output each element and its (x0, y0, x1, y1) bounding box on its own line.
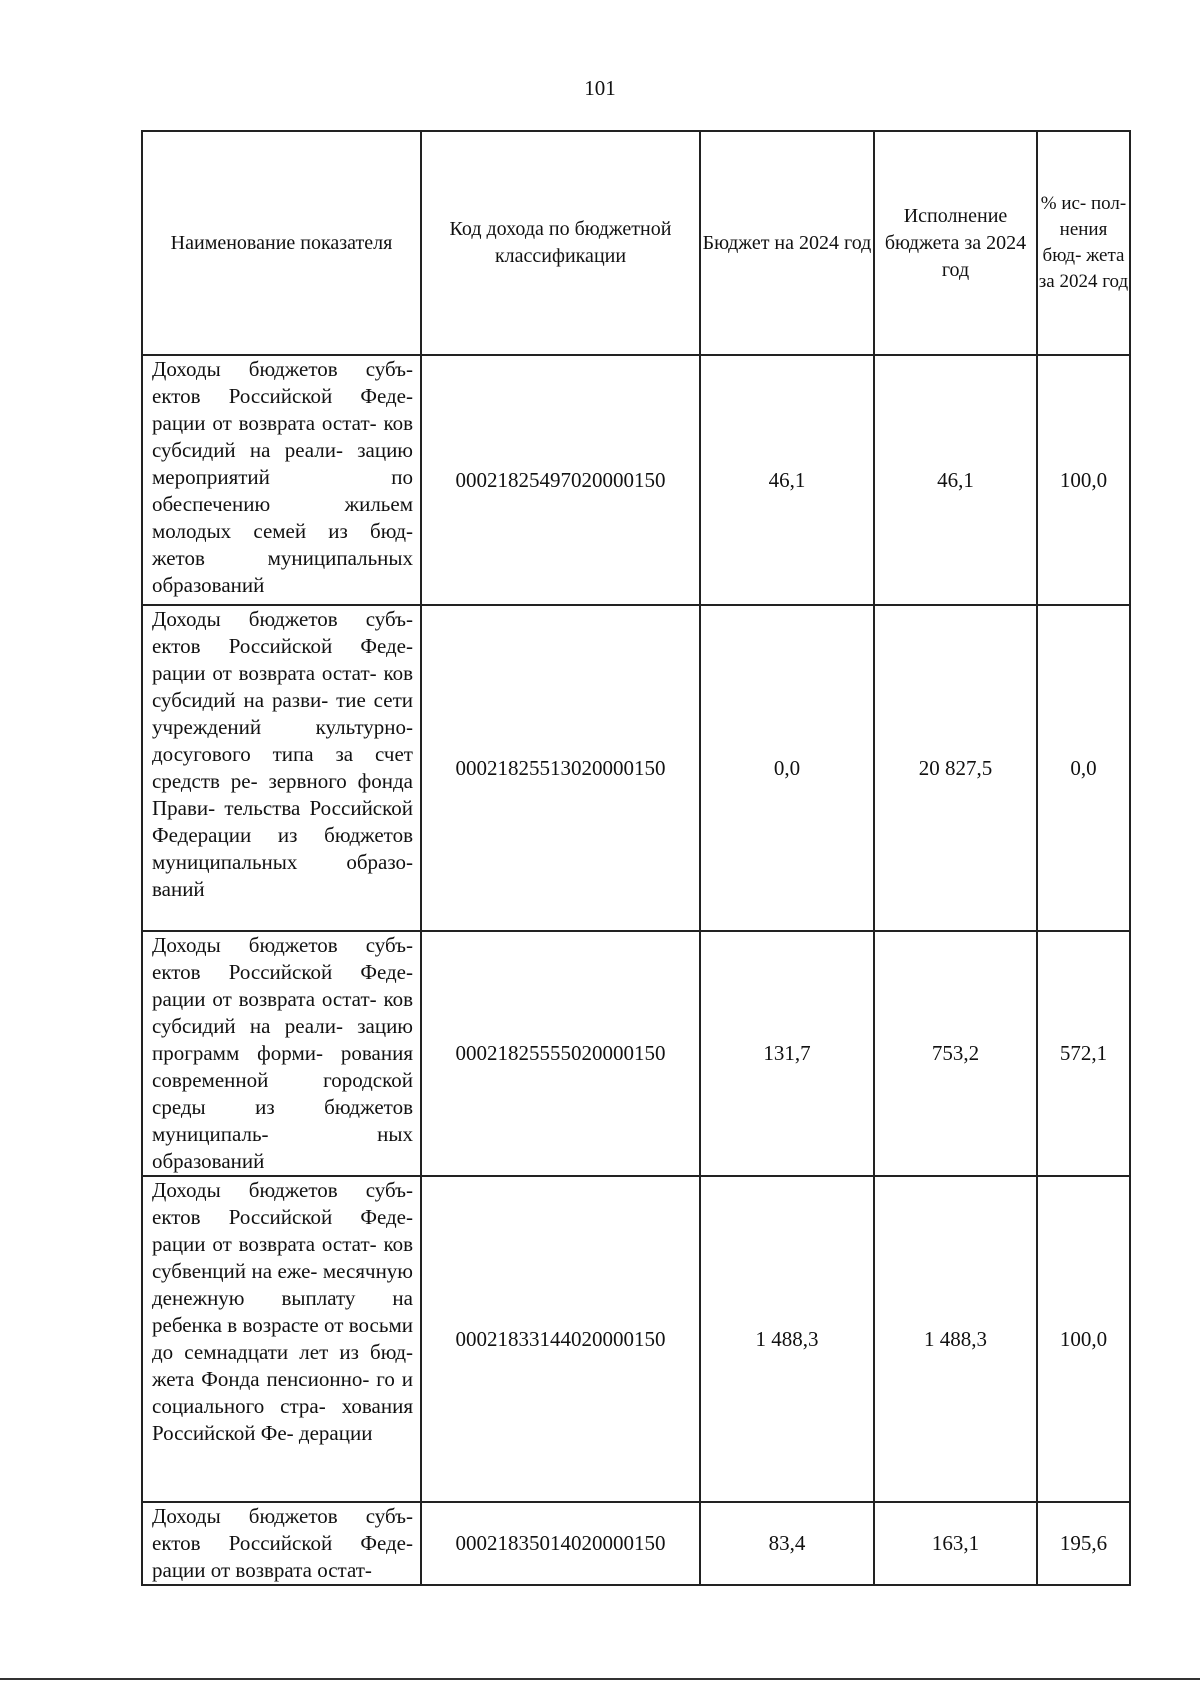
row-percent: 572,1 (1037, 931, 1130, 1176)
row-budget: 83,4 (700, 1502, 874, 1585)
budget-execution-table (141, 130, 1131, 1586)
row-execution: 46,1 (874, 355, 1037, 605)
row-execution: 1 488,3 (874, 1176, 1037, 1502)
table-header-row (142, 131, 1130, 355)
row-execution: 753,2 (874, 931, 1037, 1176)
page-bottom-rule (0, 1678, 1200, 1680)
table-row (142, 355, 1130, 605)
row-name: Доходы бюджетов субъ- ектов Российской Феде- рации от возврата остат- ков субсидий на реали- зацию программ форми- рования современной городской среды из бюджетов муниципаль- ных образований (142, 931, 421, 1176)
row-percent: 100,0 (1037, 1176, 1130, 1502)
header-budget: Бюджет на 2024 год (700, 131, 874, 355)
row-percent: 195,6 (1037, 1502, 1130, 1585)
row-execution: 163,1 (874, 1502, 1037, 1585)
row-name: Доходы бюджетов субъ- ектов Российской Феде- рации от возврата остат- ков субвенций на еже- месячную денежную выплату на ребенка в возрасте от восьми до семнадцати лет из бюд- жета Фонда пенсионно- го и социального стра- хования Российской Фе- дерации (142, 1176, 421, 1502)
row-code: 00021825513020000150 (421, 605, 700, 931)
row-budget: 46,1 (700, 355, 874, 605)
row-execution: 20 827,5 (874, 605, 1037, 931)
row-name: Доходы бюджетов субъ- ектов Российской Феде- рации от возврата остат- ков субсидий на разви- тие сети учреждений культурно-досугового типа за счет средств ре- зервного фонда Прави- тельства Российской Федерации из бюджетов муниципальных образо- ваний (142, 605, 421, 931)
header-name: Наименование показателя (142, 131, 421, 355)
row-budget: 1 488,3 (700, 1176, 874, 1502)
row-budget: 131,7 (700, 931, 874, 1176)
row-name: Доходы бюджетов субъ- ектов Российской Феде- рации от возврата остат- ков субсидий на реали- зацию мероприятий по обеспечению жильем молодых семей из бюд- жетов муниципальных образований (142, 355, 421, 605)
row-budget: 0,0 (700, 605, 874, 931)
header-code: Код дохода по бюджетной классификации (421, 131, 700, 355)
row-code: 00021825555020000150 (421, 931, 700, 1176)
page-number: 101 (584, 76, 616, 100)
row-percent: 100,0 (1037, 355, 1130, 605)
table-row (142, 931, 1130, 1176)
header-percent: % ис- пол- нения бюд- жета за 2024 год (1037, 131, 1130, 355)
row-code: 00021825497020000150 (421, 355, 700, 605)
table-row (142, 605, 1130, 931)
row-percent: 0,0 (1037, 605, 1130, 931)
row-code: 00021835014020000150 (421, 1502, 700, 1585)
table-row (142, 1502, 1130, 1585)
row-name: Доходы бюджетов субъ- ектов Российской Феде- рации от возврата остат- (142, 1502, 421, 1585)
row-code: 00021833144020000150 (421, 1176, 700, 1502)
header-execution: Исполнение бюджета за 2024 год (874, 131, 1037, 355)
table-row (142, 1176, 1130, 1502)
